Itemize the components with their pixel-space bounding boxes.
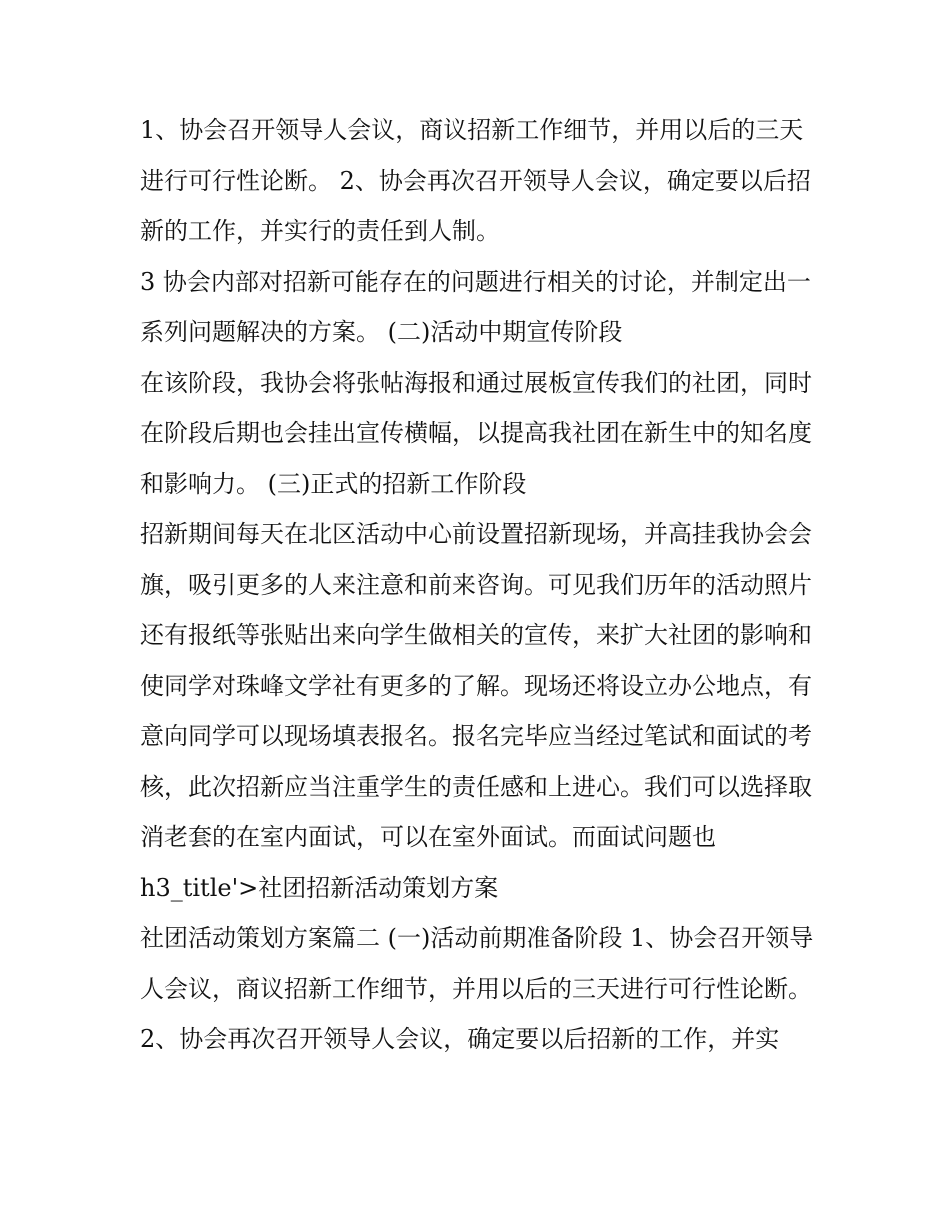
document-body — [140, 105, 820, 1065]
paragraph: 1、协会召开领导人会议，商议招新工作细节，并用以后的三天进行可行性论断。 2、协会再次召开领导人会议，确定要以后招新的工作，并实行的责任到人制。 — [140, 116, 811, 245]
paragraph: 社团活动策划方案篇二 (一)活动前期准备阶段 1、协会召开领导人会议，商议招新工作细节，并用以后的三天进行可行性论断。 — [140, 924, 814, 1003]
paragraph: 招新期间每天在北区活动中心前设置招新现场，并高挂我协会会旗，吸引更多的人来注意和前来咨询。可见我们历年的活动照片还有报纸等张贴出来向学生做相关的宣传，来扩大社团的影响和使同学对珠峰文学社有更多的了解。现场还将设立办公地点，有意向同学可以现场填表报名。报名完毕应当经过笔试和面试的考核，此次招新应当注重学生的责任感和上进心。我们可以选择取消老套的在室内面试，可以在室外面试。而面试问题也 h3_title'>社团招新活动策划方案 — [140, 520, 812, 902]
paragraph: 在该阶段，我协会将张帖海报和通过展板宣传我们的社团，同时在阶段后期也会挂出宣传横幅，以提高我社团在新生中的知名度和影响力。 (三)正式的招新工作阶段 — [140, 368, 812, 498]
paragraph: 2、协会再次召开领导人会议，确定要以后招新的工作，并实 — [140, 1025, 780, 1053]
paragraph: 3 协会内部对招新可能存在的问题进行相关的讨论，并制定出一系列问题解决的方案。 (二)活动中期宣传阶段 — [140, 267, 811, 346]
